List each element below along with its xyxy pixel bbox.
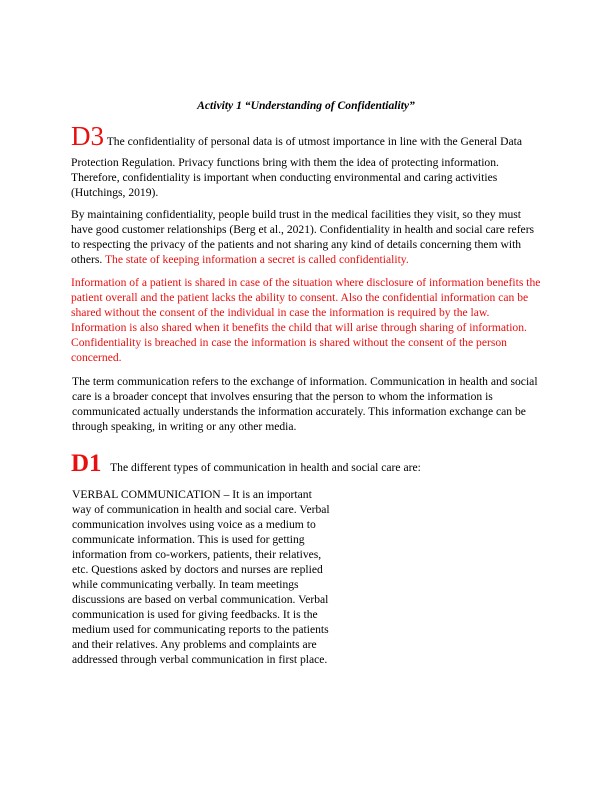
page-title: Activity 1 “Understanding of Confidentiality”: [197, 99, 415, 112]
d3-paragraph-2-text: By maintaining confidentiality, people build trust in the medical facilities they visit, so they must have good customer relationships (Berg et al., 2021). Confidentiality in health and social care refers to respecting the privacy of the patients and not sharing any kind of details concerning them with others.: [71, 208, 535, 266]
d3-paragraph-4-text: The term communication refers to the exchange of information. Communication in health and social care is a broader concept that involves ensuring that the person to whom the information is communicated actually understands the information accurately. This information exchange can be through speaking, in writing or any other media.: [72, 375, 538, 433]
d3-paragraph-4: [72, 374, 544, 434]
d3-marker: D3: [71, 121, 104, 151]
verbal-communication-text: VERBAL COMMUNICATION – It is an important way of communication in health and social care. Verbal communication involves using voice as a medium to communicate information. This is used for getting information from co-workers, patients, their relatives, etc. Questions asked by doctors and nurses are replied while communicating verbally. In team meetings discussions are based on verbal communication. Verbal communication is used for giving feedbacks. It is the medium used for communicating reports to the patients and their relatives. Any problems and complaints are addressed through verbal communication in first place.: [72, 488, 330, 666]
d1-intro: The different types of communication in health and social care are:: [110, 461, 421, 474]
d3-paragraph-1-lead: The confidentiality of personal data is of utmost importance in line with the General Data: [106, 135, 523, 148]
d3-paragraph-3-text: Information of a patient is shared in case of the situation where disclosure of information benefits the patient overall and the patient lacks the ability to consent. Also the confidential information can be shared without the consent of the individual in case the information is required by the law. Information is also shared when it benefits the child that will arise through sharing of information. Confidentiality is breached in case the information is shared without the consent of the person concerned.: [71, 276, 541, 364]
d3-paragraph-1: [71, 123, 543, 200]
verbal-communication-paragraph: [72, 487, 332, 667]
d1-marker: D1: [71, 450, 102, 477]
d1-heading-row: [71, 450, 543, 477]
d3-paragraph-1-rest: Protection Regulation. Privacy functions bring with them the idea of protecting information. Therefore, confidentiality is important when conducting environmental and caring activities (Hutchings, 2019).: [71, 156, 499, 199]
d3-paragraph-2: [71, 207, 543, 267]
d3-paragraph-2-highlight: The state of keeping information a secret is called confidentiality.: [104, 253, 409, 266]
d3-paragraph-3: [71, 275, 543, 365]
